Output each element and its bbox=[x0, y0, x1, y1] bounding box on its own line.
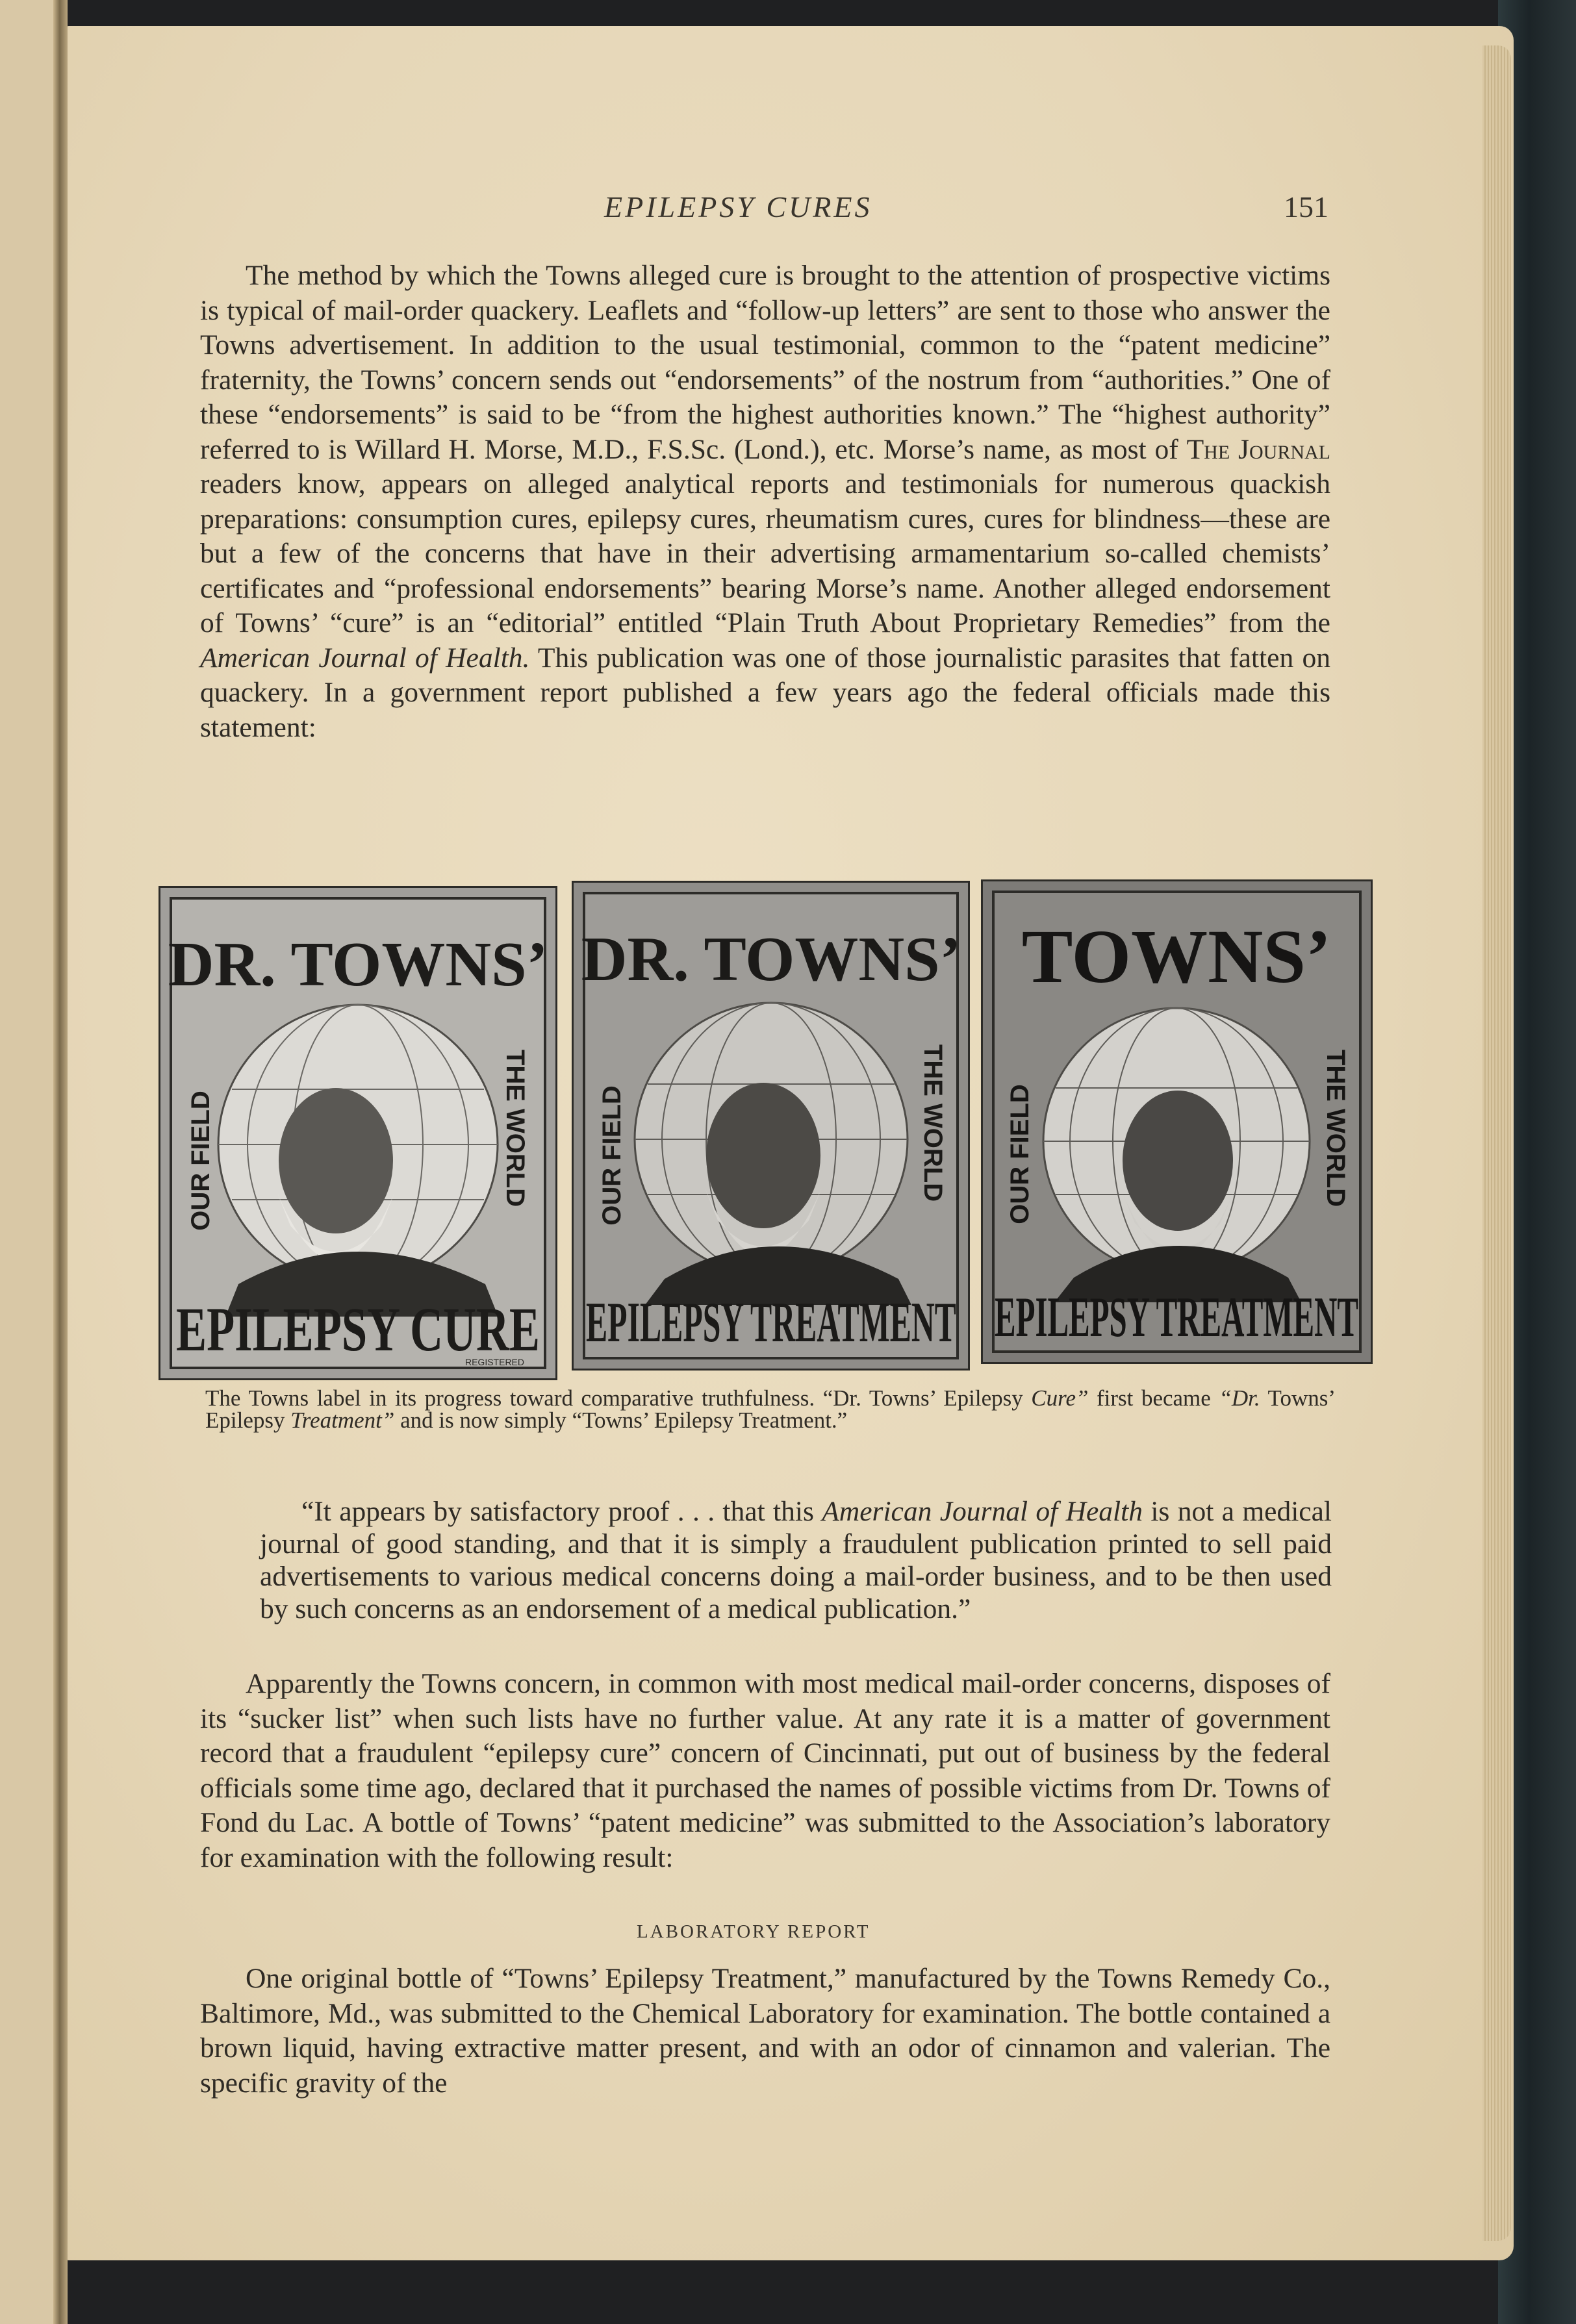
paragraph-1-text-b: readers know, appears on alleged analytical reports and testimonials for numerous quackish preparations: consumption cures, epilepsy cures, rheumatism cures, cures for blindness—these are but a few of the concerns that have in their advertising armamentarium so-called chemists’ certificates and “professional endorsements” bearing Morse’s name. Another alleged endorsement of Towns’ “cure” is an “editorial” entitled “Plain Truth About Proprietary Remedies” from the bbox=[200, 468, 1330, 638]
registered-mark: REGISTERED bbox=[464, 1357, 524, 1367]
label-left-text: OUR FIELD bbox=[1006, 1084, 1034, 1224]
caption-italic-cure: Cure” bbox=[1031, 1385, 1089, 1411]
figure-caption bbox=[205, 1387, 1336, 1432]
quote-text-b: is not a medical journal of good standing, and that it is simply a fraudulent publication printed to sell paid advertisements to various medical concerns doing a mail-order business, and to be then used by such concerns as an endorsement of a medical publication.” bbox=[260, 1496, 1332, 1624]
label-plate-dr-towns-treatment bbox=[572, 881, 970, 1370]
paragraph-3 bbox=[200, 1962, 1330, 2101]
paragraph-3-text: One original bottle of “Towns’ Epilepsy Treatment,” manufactured by the Towns Remedy Co., Baltimore, Md., was submitted to the Chemical Laboratory for examination. The bottle contained a brown liquid, having extractive matter present, and with an odor of cinnamon and valerian. The specific gravity of the bbox=[200, 1963, 1330, 2099]
page-number: 151 bbox=[1284, 190, 1328, 223]
government-report-quote bbox=[260, 1495, 1332, 1625]
label-illustration bbox=[983, 881, 1371, 1362]
book-gutter bbox=[53, 0, 68, 2324]
laboratory-report-heading: LABORATORY REPORT bbox=[637, 1921, 871, 1942]
publication-title: American Journal of Health. bbox=[200, 642, 530, 674]
caption-text-d: and is now simply “Towns’ Epilepsy Treatment.” bbox=[394, 1408, 848, 1433]
paragraph-1 bbox=[200, 259, 1330, 745]
portrait-head-icon bbox=[1123, 1091, 1233, 1231]
label-right-text: THE WORLD bbox=[919, 1044, 947, 1202]
label-plate-towns-treatment bbox=[981, 879, 1373, 1364]
running-header-title: EPILEPSY CURES bbox=[604, 190, 872, 223]
caption-text-b: first became bbox=[1088, 1385, 1219, 1411]
paragraph-1-text-a: The method by which the Towns alleged cure is brought to the attention of prospective victims is typical of mail-order quackery. Leaflets and “follow-up letters” are sent to those who answer the Towns advertisement. In addition to the usual testimonial, common to the “patent medicine” fraternity, the Towns’ concern sends out “endorsements” of the nostrum from “authorities.” One of these “endorsements” is said to be “from the highest authorities known.” The “highest authority” referred to is Willard H. Morse, M.D., F.S.Sc. (Lond.), etc. Morse’s name, as most of bbox=[200, 260, 1330, 465]
label-illustration bbox=[574, 883, 968, 1369]
paragraph-2 bbox=[200, 1667, 1330, 1875]
label-bottom-text: EPILEPSY TREATMENT bbox=[995, 1286, 1358, 1349]
portrait-head-icon bbox=[706, 1083, 820, 1228]
label-bottom-text: EPILEPSY TREATMENT bbox=[586, 1291, 956, 1354]
paragraph-2-text: Apparently the Towns concern, in common with most medical mail-order concerns, disposes of its “sucker list” when such lists have no further value. At any rate it is a matter of government record that a fraudulent “epilepsy cure” concern of Cincinnati, put out of business by the federal officials some time ago, declared that it purchased the names of possible victims from Dr. Towns of Fond du Lac. A bottle of Towns’ “patent medicine” was submitted to the Association’s laboratory for examination with the following result: bbox=[200, 1668, 1330, 1873]
label-bottom-text: EPILEPSY CURE bbox=[176, 1295, 540, 1364]
caption-italic-treatment: Treatment” bbox=[290, 1408, 395, 1433]
label-plate-epilepsy-cure bbox=[159, 886, 557, 1380]
label-right-text: THE WORLD bbox=[501, 1049, 529, 1207]
label-top-text: DR. TOWNS’ bbox=[581, 924, 961, 994]
label-top-text: TOWNS’ bbox=[1021, 914, 1332, 999]
caption-text-c: Towns’ Epilepsy bbox=[205, 1385, 1336, 1433]
label-illustration bbox=[160, 888, 555, 1378]
page-edges bbox=[1482, 45, 1511, 2241]
caption-text-a: The Towns label in its progress toward comparative truthfulness. “Dr. Towns’ Epilepsy bbox=[205, 1385, 1032, 1411]
quote-publication-title: American Journal of Health bbox=[822, 1496, 1143, 1527]
portrait-head-icon bbox=[279, 1088, 393, 1233]
caption-italic-dr: “Dr. bbox=[1219, 1385, 1260, 1411]
paragraph-1-text-c: This publication was one of those journalistic parasites that fatten on quackery. In a government report published a few years ago the federal officials made this statement: bbox=[200, 642, 1330, 743]
label-right-text: THE WORLD bbox=[1321, 1049, 1350, 1207]
quote-text-a: “It appears by satisfactory proof . . . that this bbox=[301, 1496, 822, 1527]
label-top-text: DR. TOWNS’ bbox=[168, 929, 548, 1000]
label-left-text: OUR FIELD bbox=[598, 1085, 626, 1226]
journal-name: The Journal bbox=[1186, 433, 1330, 465]
label-left-text: OUR FIELD bbox=[186, 1091, 215, 1231]
